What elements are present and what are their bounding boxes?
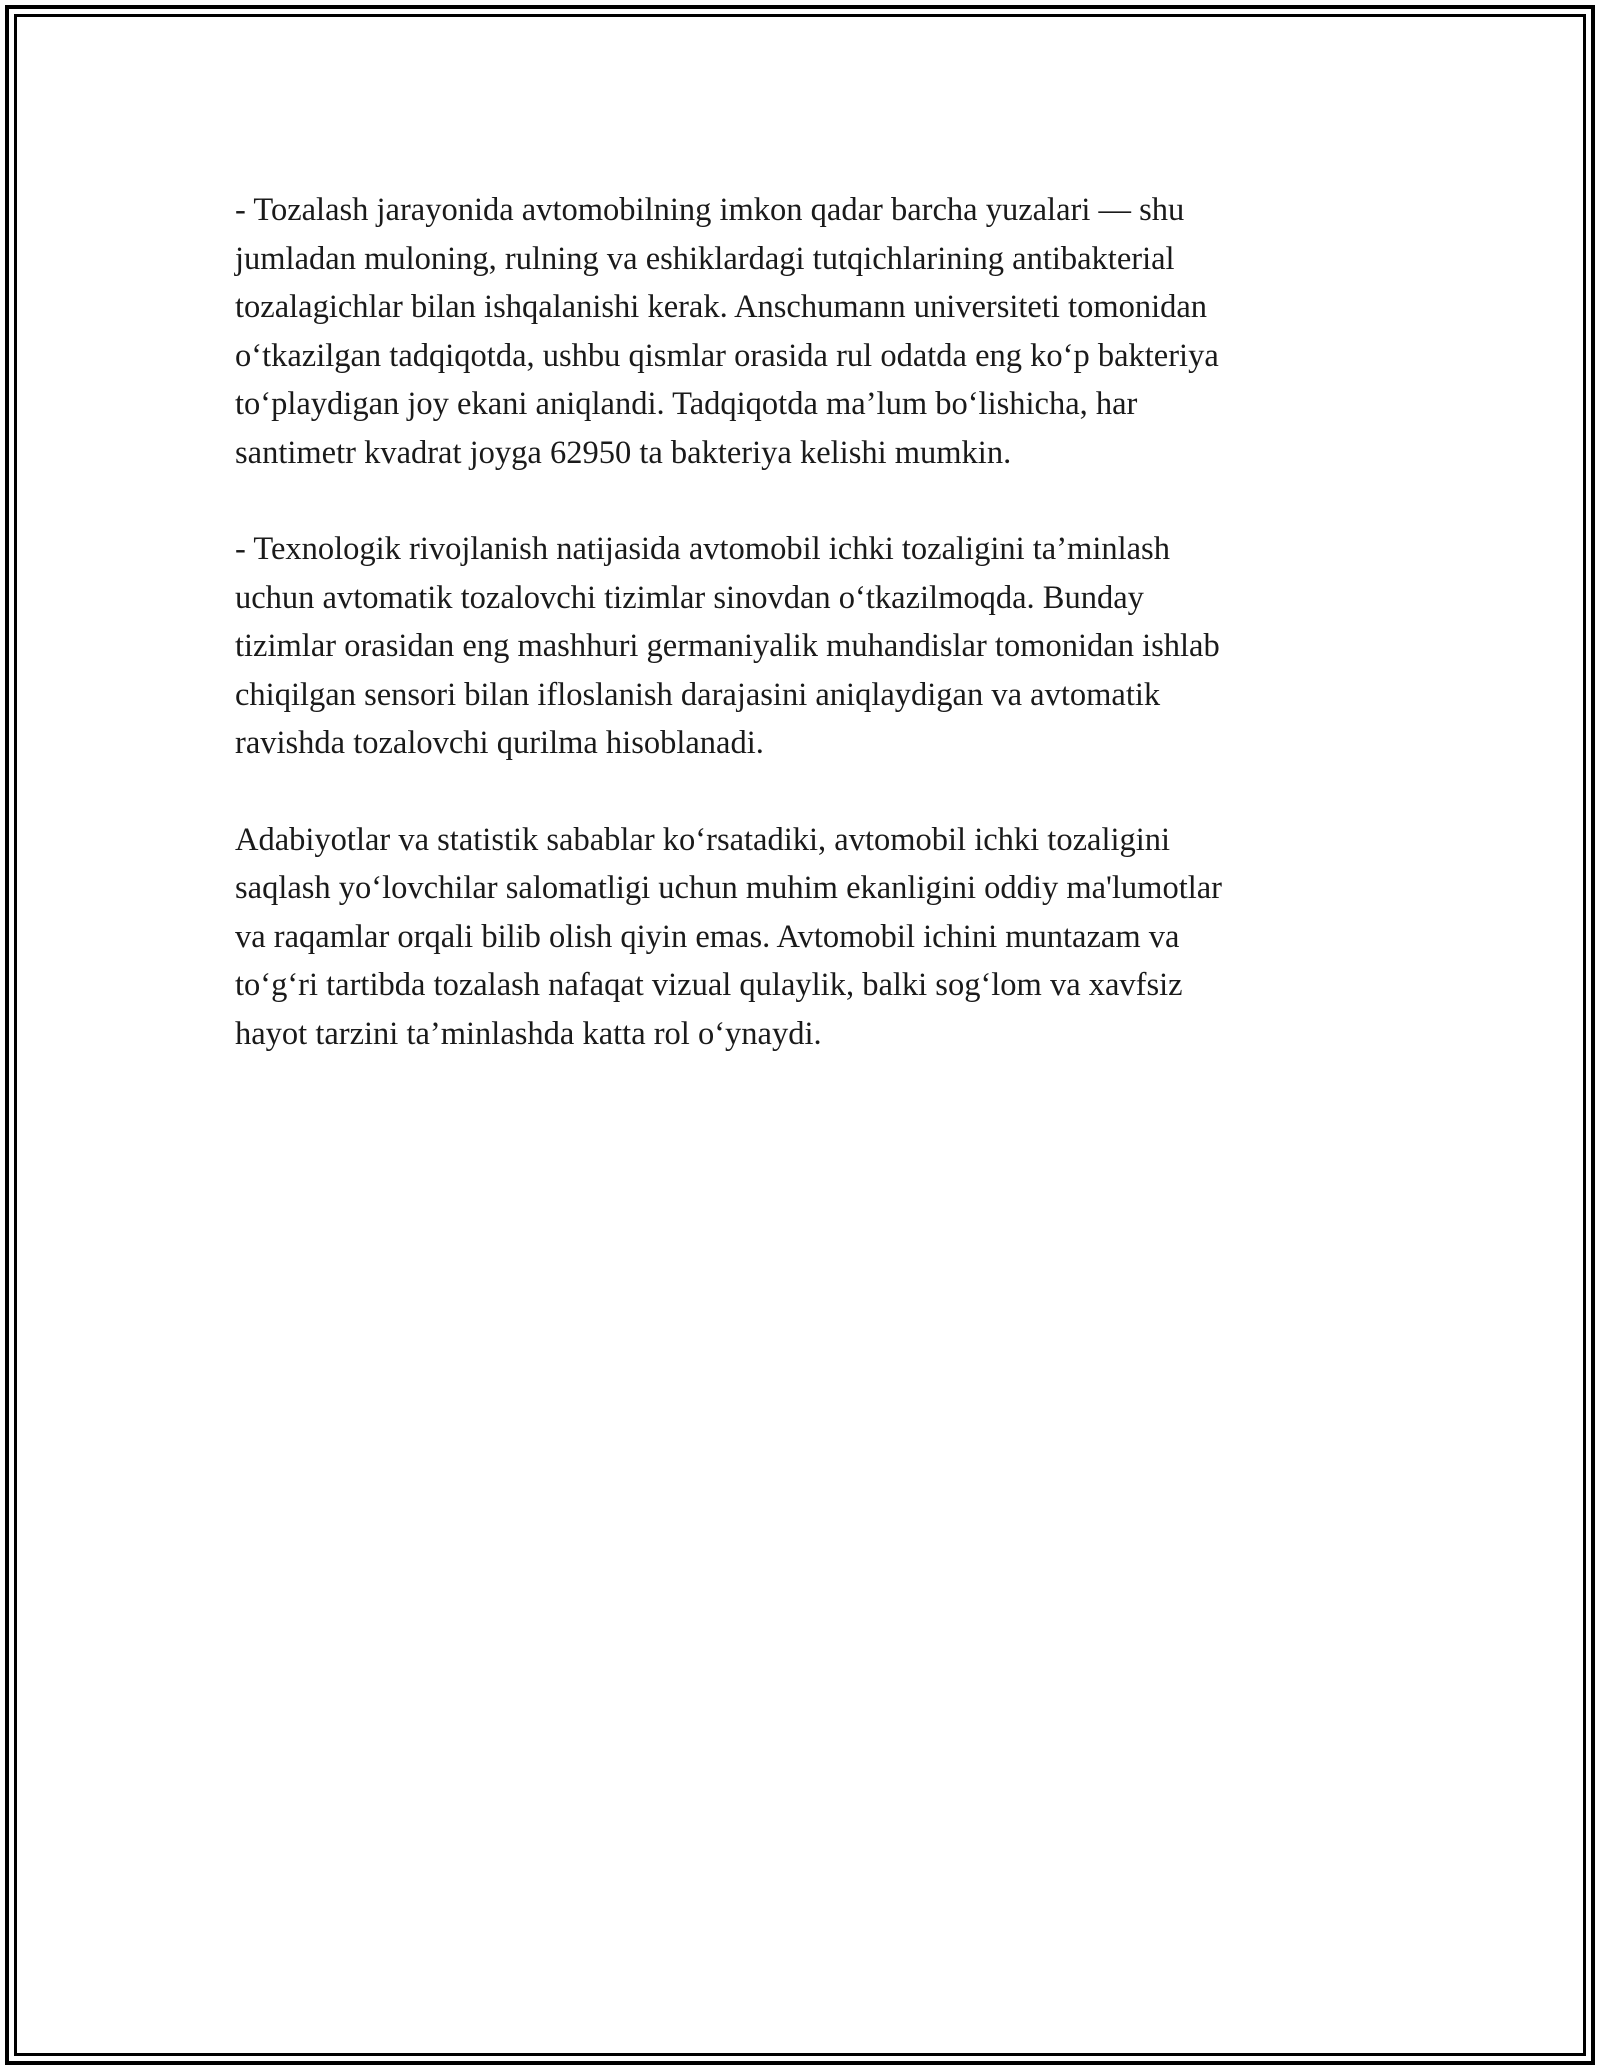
- document-body: [235, 186, 1375, 1106]
- paragraph-conclusion: Adabiyotlar va statistik sabablar ko‘rsatadiki, avtomobil ichki tozaligini saqlash yo‘lovchilar salomatligi uchun muhim ekanligini oddiy ma'lumotlar va raqamlar orqali bilib olish qiyin emas. Avtomobil ichini muntazam va to‘g‘ri tartibda tozalash nafaqat vizual qulaylik, balki sog‘lom va xavfsiz hayot tarzini ta’minlashda katta rol o‘ynaydi.: [235, 821, 1222, 1052]
- paragraph-cleaning-surfaces: - Tozalash jarayonida avtomobilning imkon qadar barcha yuzalari — shu jumladan muloning, rulning va eshiklardagi tutqichlarining antibakterial tozalagichlar bilan ishqalanishi kerak. Anschumann universiteti tomonidan o‘tkazilgan tadqiqotda, ushbu qismlar orasida rul odatda eng ko‘p bakteriya to‘playdigan joy ekani aniqlandi. Tadqiqotda ma’lum bo‘lishicha, har santimetr kvadrat joyga 62950 ta bakteriya kelishi mumkin.: [235, 192, 1219, 471]
- paragraph-automatic-cleaning-systems: - Texnologik rivojlanish natijasida avtomobil ichki tozaligini ta’minlash uchun avtomatik tozalovchi tizimlar sinovdan o‘tkazilmoqda. Bunday tizimlar orasidan eng mashhuri germaniyalik muhandislar tomonidan ishlab chiqilgan sensori bilan ifloslanish darajasini aniqlaydigan va avtomatik ravishda tozalovchi qurilma hisoblanadi.: [235, 531, 1220, 761]
